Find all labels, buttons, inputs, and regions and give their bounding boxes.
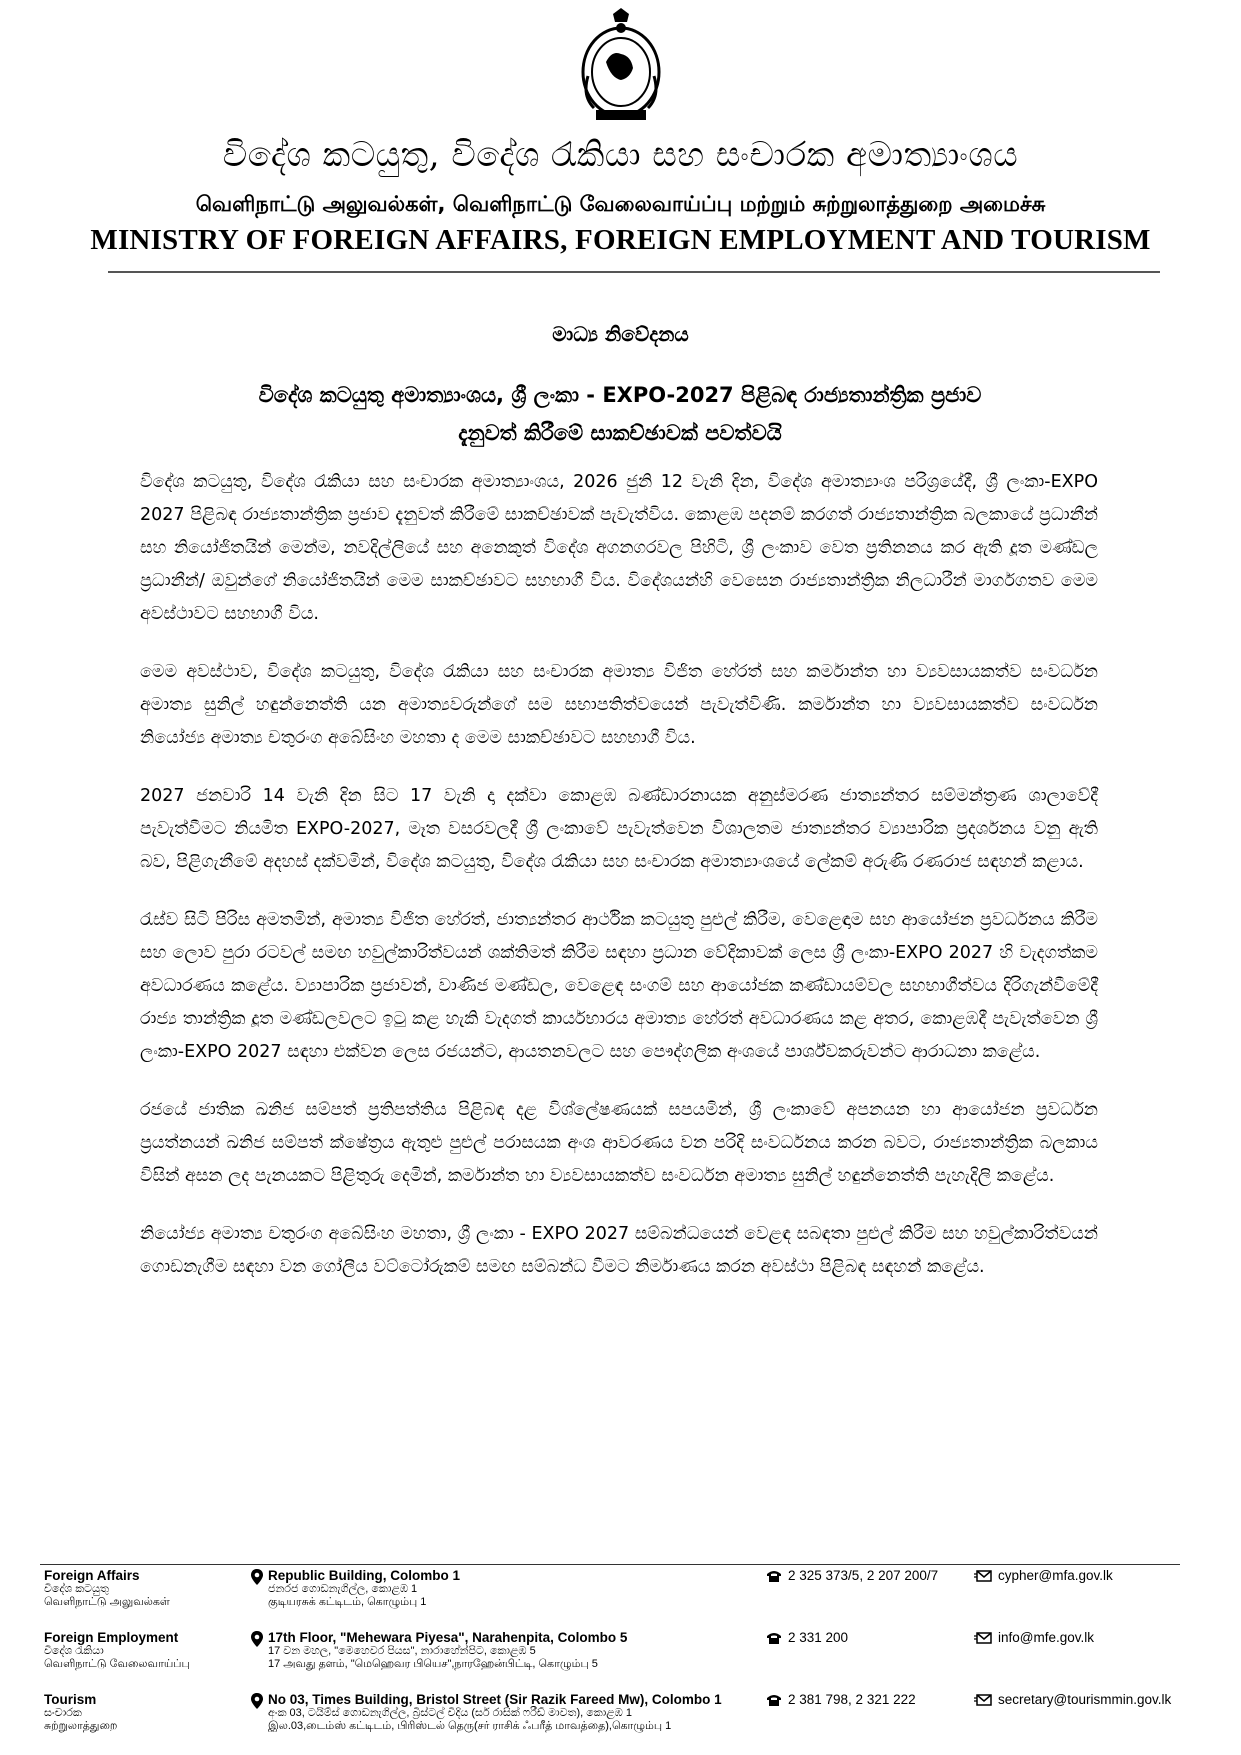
address-tamil: 17 அவது தளம், "மெஹெவர பியெச",நாரஹேன்பிட்டி, கொழும்பு 5: [268, 1657, 598, 1670]
email-icon: [974, 1694, 992, 1706]
telephone-icon: [766, 1570, 782, 1582]
email-address[interactable]: info@mfe.gov.lk: [998, 1630, 1094, 1645]
address-sinhala: අංක 03, ටයිම්ස් ගොඩනැගිල්ල, බ්‍රිස්ටල් වීදිය (සර් රාසික් ෆරීඩ් මාවත), කොළඹ 1: [268, 1707, 633, 1719]
paragraph: රජයේ ජාතික ඛනිජ සම්පත් ප්‍රතිපත්තිය පිළිබඳ දළ විශ්ලේෂණයක් සපයමින්, ශ්‍රී ලංකාවේ අපනයන හා ආයෝජන ප්‍රවර්ධන ප්‍රයත්නයන් ඛනිජ සම්පත් ක්ෂේත්‍රය ඇතුළු පුළුල් පරාසයක අංශ ආවරණය වන පරිදි සංවර්ධනය කරන බවට, රාජ්‍යතාන්ත්‍රික බලකාය විසින් අසන ලද පැනයකට පිළිතුරු දෙමින්, කර්මාන්ත හා ව්‍යවසායකත්ව සංවර්ධන අමාත්‍ය සුනිල් හඳුන්නෙත්ති පැහැදිලි කළේය.: [140, 1100, 1098, 1186]
ministry-name-english: MINISTRY OF FOREIGN AFFAIRS, FOREIGN EMPLOYMENT AND TOURISM: [90, 224, 1151, 256]
phone-block: [766, 1568, 996, 1583]
header-divider: [108, 271, 1160, 273]
department-name-english: Foreign Employment: [44, 1630, 179, 1645]
email-block: [974, 1568, 1204, 1583]
address-english: No 03, Times Building, Bristol Street (Sir Razik Fareed Mw), Colombo 1: [268, 1692, 722, 1707]
department-name-english: Foreign Affairs: [44, 1568, 140, 1583]
address-english: Republic Building, Colombo 1: [268, 1568, 460, 1583]
ministry-name-tamil: வெளிநாட்டு அலுவல்கள், வெளிநாட்டு வேலைவாய்ப்பு மற்றும் சுற்றுலாத்துறை அமைச்சு: [195, 192, 1046, 216]
email-icon: [974, 1632, 992, 1644]
title-line-2: දැනුවත් කිරීමේ සාකච්ඡාවක් පවත්වයි: [458, 421, 782, 445]
department-name-tamil: வெளிநாட்டு வேலைவாய்ப்பு: [44, 1658, 190, 1670]
sri-lanka-emblem: [568, 6, 674, 128]
email-address[interactable]: cypher@mfa.gov.lk: [998, 1568, 1113, 1583]
email-icon: [974, 1570, 992, 1582]
phone-block: [766, 1630, 996, 1645]
address-tamil: இல.03,டைம்ஸ் கட்டிடம், பிரிஸ்டல் தெரு(சர் ராசிக் ஃபரீத் மாவத்தை),கொழும்பு 1: [268, 1719, 672, 1732]
telephone-icon: [766, 1694, 782, 1706]
department-name-sinhala: විදේශ කටයුතු: [44, 1583, 109, 1595]
footer-divider: [40, 1564, 1180, 1565]
paragraph: විදේශ කටයුතු, විදේශ රැකියා සහ සංචාරක අමාත්‍යාංශය, 2026 ජුනි 12 වැනි දින, විදේශ අමාත්‍යාංශ පරිශ්‍රයේදී, ශ්‍රී ලංකා-EXPO 2027 පිළිබඳ රාජ්‍යතාන්ත්‍රික ප්‍රජාව දැනුවත් කිරීමේ සාකච්ඡාවක් පැවැත්විය. කොළඹ පදනම් කරගත් රාජ්‍යතාන්ත්‍රික බලකායේ ප්‍රධානීන් සහ නියෝජිතයින් මෙන්ම, නවදිල්ලියේ සහ අනෙකුත් විදේශ අගනගරවල පිහිටි, ශ්‍රී ලංකාව වෙත ප්‍රතිනනය කර ඇති දූත මණ්ඩල ප්‍රධානීන්/ ඔවුන්ගේ නියෝජිතයින් මෙම සාකච්ඡාවට සහභාගී විය. විදේශයන්හි වෙසෙන රාජ්‍යතාන්ත්‍රික නිලධාරීන් මාර්ගගතව මෙම අවස්ථාවට සහභාගී විය.: [140, 472, 1098, 624]
telephone-icon: [766, 1632, 782, 1644]
department-block: [44, 1692, 244, 1733]
department-name-sinhala: සංචාරක: [44, 1707, 82, 1719]
paragraph: 2027 ජනවාරි 14 වැනි දින සිට 17 වැනි දා දක්වා කොළඹ බණ්ඩාරනායක අනුස්මරණ ජාත්‍යන්තර සම්මන්ත්‍රණ ශාලාවේදී පැවැත්වීමට නියමිත EXPO-2027, මෑත වසරවලදී ශ්‍රී ලංකාවේ පැවැත්වෙන විශාලතම ජාත්‍යන්තර ව්‍යාපාරික ප්‍රදර්ශනය වනු ඇති බව, පිළිගැනීමේ අදහස් දක්වමින්, විදේශ කටයුතු, විදේශ රැකියා සහ සංචාරක අමාත්‍යාංශයේ ලේකම් අරුණි රණරාජ සඳහන් කළාය.: [140, 786, 1098, 872]
ministry-name-sinhala: විදේශ කටයුතු, විදේශ රැකියා සහ සංචාරක අමාත්‍යාංශය: [222, 135, 1019, 175]
phone-block: [766, 1692, 996, 1707]
phone-number[interactable]: 2 331 200: [788, 1630, 849, 1645]
location-pin-icon: [250, 1631, 264, 1647]
address-sinhala: ජනරජ ගොඩනැගිල්ල, කොළඹ 1: [268, 1583, 418, 1595]
footer-row-foreign-employment: [42, 1630, 1202, 1690]
department-name-sinhala: විදේශ රැකියා: [44, 1645, 104, 1657]
department-block: [44, 1630, 244, 1671]
address-english: 17th Floor, "Mehewara Piyesa", Narahenpita, Colombo 5: [268, 1630, 628, 1645]
phone-number[interactable]: 2 325 373/5, 2 207 200/7: [788, 1568, 939, 1583]
phone-number[interactable]: 2 381 798, 2 321 222: [788, 1692, 916, 1707]
location-pin-icon: [250, 1693, 264, 1709]
department-name-tamil: வெளிநாட்டு அலுவல்கள்: [44, 1596, 170, 1608]
email-block: [974, 1692, 1204, 1707]
address-block: [250, 1630, 790, 1670]
department-name-english: Tourism: [44, 1692, 97, 1707]
address-tamil: குடியரசுக் கட்டிடம், கொழும்பு 1: [268, 1595, 427, 1608]
paragraph: රැස්ව සිටි පිරිස අමතමින්, අමාත්‍ය විජිත හේරත්, ජාත්‍යන්තර ආර්ථික කටයුතු පුළුල් කිරීම, වෙළෙඳාම සහ ආයෝජන ප්‍රවර්ධනය කිරීම සහ ලොව පුරා රටවල් සමඟ හවුල්කාරිත්වයන් ශක්තිමත් කිරීම සඳහා ප්‍රධාන වේදිකාවක් ලෙස ශ්‍රී ලංකා-EXPO 2027 හි වැදගත්කම අවධාරණය කළේය. ව්‍යාපාරික ප්‍රජාවන්, වාණිජ මණ්ඩල, වෙළෙඳ සංගම් සහ ආයෝජක කණ්ඩායම්වල සහභාගීත්වය දිරිගැන්වීමේදී රාජ්‍ය තාන්ත්‍රික දූත මණ්ඩලවලට ඉටු කළ හැකි වැදගත් කාර්යභාරය අමාත්‍ය හේරත් අවධාරණය කළ අතර, කොළඹදී පැවැත්වෙන ශ්‍රී ලංකා-EXPO 2027 සඳහා එක්වන ලෙස රජයන්ට, ආයතනවලට සහ පෞද්ගලික අංශයේ පාර්ශ්වකරුවන්ට ආරාධනා කළේය.: [140, 910, 1098, 1062]
location-pin-icon: [250, 1569, 264, 1585]
document-type: මාධ්‍ය නිවේදනය: [552, 322, 689, 346]
address-sinhala: 17 වන මහල, "මෙහෙවර පියස", නාරාහේන්පිට, කොළඹ 5: [268, 1645, 536, 1657]
paragraph: මෙම අවස්ථාව, විදේශ කටයුතු, විදේශ රැකියා සහ සංචාරක අමාත්‍ය විජිත හේරත් සහ කර්මාන්ත හා ව්‍යවසායකත්ව සංවර්ධන අමාත්‍ය සුනිල් හඳුන්නෙත්ති යන අමාත්‍යවරුන්ගේ සම සභාපතිත්වයෙන් පැවැත්විණි. කර්මාන්ත හා ව්‍යවසායකත්ව සංවර්ධන නියෝජ්‍ය අමාත්‍ය චතුරංග අබේසිංහ මහතා ද මෙම සාකච්ඡාවට සහභාගී විය.: [140, 662, 1098, 748]
footer-row-foreign-affairs: [42, 1568, 1202, 1628]
press-release-body: [140, 466, 1098, 1309]
email-address[interactable]: secretary@tourismmin.gov.lk: [998, 1692, 1172, 1707]
email-block: [974, 1630, 1204, 1645]
title-line-1: විදේශ කටයුතු අමාත්‍යාංශය, ශ්‍රී ලංකා - EXPO-2027 පිළිබඳ රාජ්‍යතාන්ත්‍රික ප්‍රජාව: [258, 383, 982, 407]
address-block: [250, 1692, 790, 1732]
footer-row-tourism: [42, 1692, 1202, 1752]
department-block: [44, 1568, 244, 1609]
paragraph: නියෝජ්‍ය අමාත්‍ය චතුරංග අබේසිංහ මහතා, ශ්‍රී ලංකා - EXPO 2027 සම්බන්ධයෙන් වෙළඳ සබඳතා පුළුල් කිරීම සහ හවුල්කාරිත්වයන් ගොඩනැගීම සඳහා වන ගෝලීය වට්ටෝරුකම් සමඟ සම්බන්ධ වීමට නිර්මාණය කරන අවස්ථා පිළිබඳ සඳහන් කළේය.: [140, 1224, 1098, 1277]
press-release-title: [130, 376, 1110, 452]
address-block: [250, 1568, 790, 1608]
department-name-tamil: சுற்றுலாத்துறை: [44, 1720, 118, 1732]
